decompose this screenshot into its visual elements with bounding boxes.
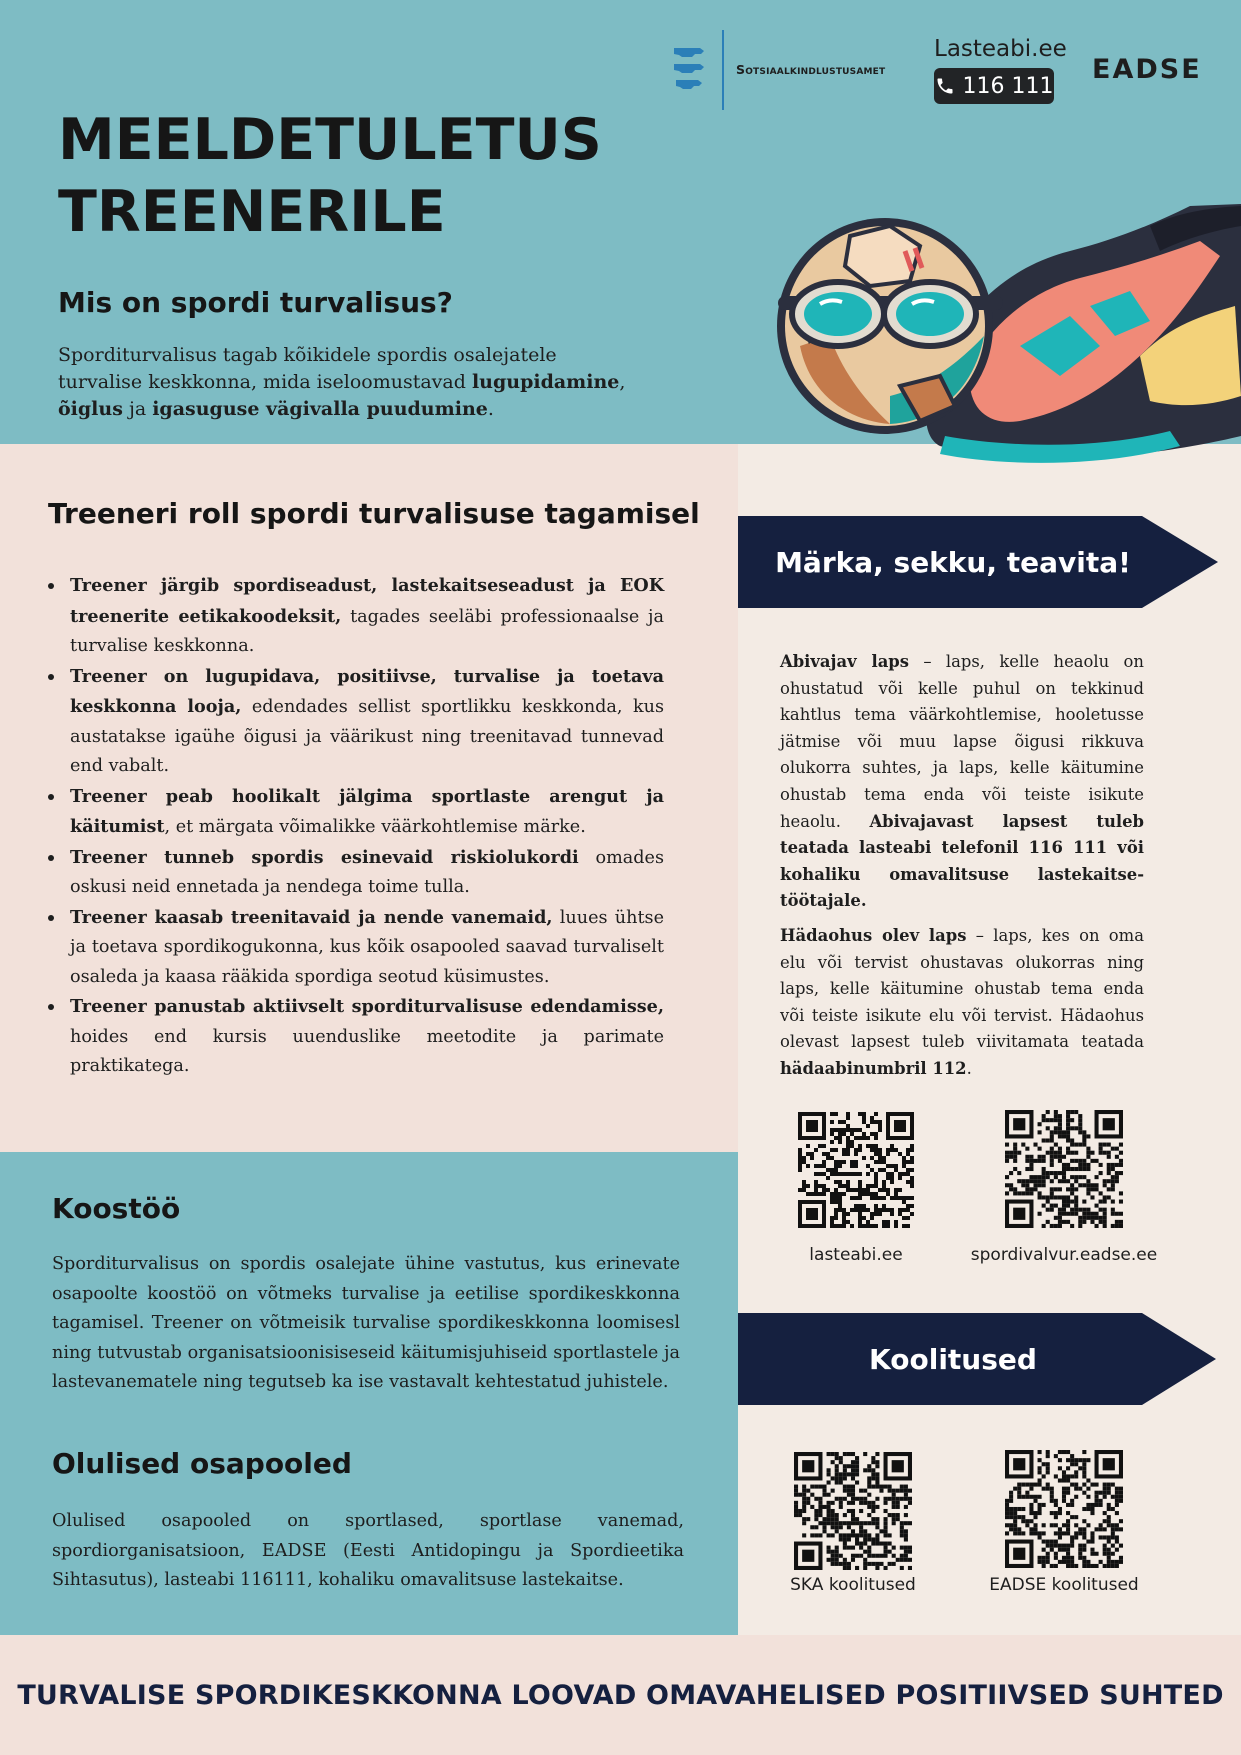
what-bold-fairness: õiglus	[58, 398, 123, 420]
ska-logo-text: Sotsiaalkindlustusamet	[736, 62, 886, 77]
page-title	[58, 104, 602, 248]
role-item-text: , et märgata võimalikke väärkohtlemise märke.	[164, 817, 586, 837]
role-item-bold: Treener peab hoolikalt jälgima sportlaste arengut ja käitumist	[70, 785, 664, 837]
list-item	[46, 992, 664, 1082]
role-item-text: edendades sellist sportlikku keskkonda, kus austatakse igaühe õigusi ja väärikust ning treenitavad tunnevad end vabalt.	[70, 697, 664, 776]
child-in-need-report: Abivajavast lapsest tuleb teatada lasteabi telefonil 116 111 või kohaliku omavalitsuse lastekaitse-töötajale.	[780, 811, 1144, 911]
what-paragraph	[58, 342, 628, 423]
role-item-text: omades oskusi neid ennetada ja nendega toime tulla.	[70, 847, 665, 897]
qr-label-spordivalvur: spordivalvur.eadse.ee	[970, 1245, 1158, 1265]
qr-code-lasteabi[interactable]	[798, 1112, 914, 1228]
what-bold-respect: lugupidamine	[471, 371, 620, 393]
what-sep: ja	[122, 398, 153, 420]
page-title-line2: TREENERILE	[58, 179, 446, 245]
logo-bar	[668, 28, 1213, 114]
child-in-danger-term: Hädaohus olev laps	[780, 926, 967, 945]
list-item	[46, 662, 664, 782]
what-bold-no-violence: igasuguse vägivalla puudumine	[152, 398, 488, 420]
role-item-text: luues ühtse ja toetava spordikogukonna, kus kõik osapooled saavad turvaliselt osaleda ja kaasa rääkida spordiga seotud küsimustes.	[70, 907, 664, 987]
what-end: .	[487, 398, 494, 420]
child-in-need-term: Abivajav laps	[780, 652, 909, 671]
ball-and-shoe-illustration	[770, 196, 1241, 496]
cooperation-heading: Koostöö	[52, 1192, 181, 1225]
role-heading: Treeneri roll spordi turvalisuse tagamisel	[48, 497, 700, 530]
role-item-text: tagades seeläbi professionaalse ja turvalise keskkonna.	[70, 606, 664, 656]
child-in-need-text: – laps, kelle heaolu on ohustatud või kelle puhul on tekkinud kahtlus tema väärkohtlemise, hooletusse jätmise või muu lapse õigusi rikkuva olukorra suhtes, ja laps, kelle käitumine ohustab tema enda või teiste isikute heaolu.	[780, 652, 1144, 831]
cooperation-paragraph: Sporditurvalisus on spordis osalejate ühine vastutus, kus erinevate osapoolte koostöö on võtmeks turvalise ja eetilise spordikeskkonna tagamisel. Treener on võtmeisik turvalise spordikeskkonna loomisesl ning tutvustab organisatsioonisiseseid käitumisjuhiseid sportlastele ja lastevanematele ning tegutseb ka ise vastavalt kehtestatud juhistele.	[52, 1254, 680, 1393]
child-in-danger-paragraph	[780, 923, 1144, 1083]
qr-label-lasteabi: lasteabi.ee	[809, 1245, 903, 1265]
qr-code-ska-trainings[interactable]	[794, 1452, 912, 1570]
role-list	[46, 571, 664, 1082]
notice-banner	[738, 516, 1218, 608]
qr-label-ska-trainings: SKA koolitused	[790, 1575, 916, 1595]
logo-divider	[722, 30, 724, 110]
list-item	[46, 903, 664, 993]
child-in-danger-text: – laps, kes on oma elu või tervist ohustavas olukorras ning laps, kelle käitumine ohustab tema enda või teiste isikute elu või tervist. Hädaohus olevast lapsest tuleb viivitamata teatada	[780, 926, 1144, 1052]
list-item	[46, 571, 664, 662]
eadse-logo-text: EADSE	[1092, 54, 1202, 85]
qr-label-eadse-trainings: EADSE koolitused	[989, 1575, 1139, 1595]
qr-code-eadse-trainings[interactable]	[1005, 1450, 1123, 1568]
role-item-bold: Treener on lugupidava, positiivse, turvalise ja toetava keskkonna looja,	[70, 665, 664, 717]
notice-banner-label: Märka, sekku, teavita!	[775, 545, 1131, 579]
footer-slogan: TURVALISE SPORDIKESKKONNA LOOVAD OMAVAHELISED POSITIIVSED SUHTED	[17, 1679, 1224, 1711]
stakeholders-heading: Olulised osapooled	[52, 1447, 352, 1480]
list-item	[46, 782, 664, 843]
phone-icon	[935, 76, 955, 96]
role-item-text: hoides end kursis uuenduslike meetodite ja parimate praktikatega.	[70, 1026, 664, 1076]
what-sep: ,	[619, 371, 626, 393]
stakeholders-paragraph: Olulised osapooled on sportlased, sportlase vanemad, spordiorganisatsioon, EADSE (Eesti Antidopingu ja Spordieetika Sihtasutus), lasteabi 116111, kohaliku omavalitsuse lastekaitse.	[52, 1511, 684, 1591]
lasteabi-logo-text: Lasteabi.ee	[934, 36, 1067, 62]
child-in-danger-end: .	[966, 1058, 972, 1078]
three-lions-crest-icon	[668, 42, 712, 98]
role-item-bold: Treener järgib spordiseadust, lastekaitseseadust ja EOK treenerite eetikakoodeksit,	[70, 575, 664, 627]
qr-code-spordivalvur[interactable]	[1005, 1110, 1123, 1228]
role-item-bold: Treener tunneb spordis esinevaid riskiolukordi	[70, 846, 579, 868]
lasteabi-phone-badge	[934, 68, 1054, 104]
trainings-banner	[738, 1313, 1218, 1405]
page-title-line1: MEELDETULETUS	[58, 107, 602, 173]
child-in-need-paragraph	[780, 649, 1144, 915]
lasteabi-phone-number: 116 111	[962, 73, 1054, 99]
what-heading: Mis on spordi turvalisus?	[58, 286, 453, 319]
what-text: Sporditurvalisus tagab kõikidele spordis osalejatele turvalise keskkonna, mida iseloomustavad	[58, 344, 557, 393]
emergency-number: hädaabinumbril 112	[780, 1058, 967, 1078]
role-item-bold: Treener kaasab treenitavaid ja nende vanemaid,	[70, 906, 553, 928]
list-item	[46, 843, 664, 903]
footer	[0, 1635, 1241, 1755]
trainings-banner-label: Koolitused	[869, 1342, 1037, 1376]
role-item-bold: Treener panustab aktiivselt sporditurvalisuse edendamisse,	[70, 996, 664, 1017]
